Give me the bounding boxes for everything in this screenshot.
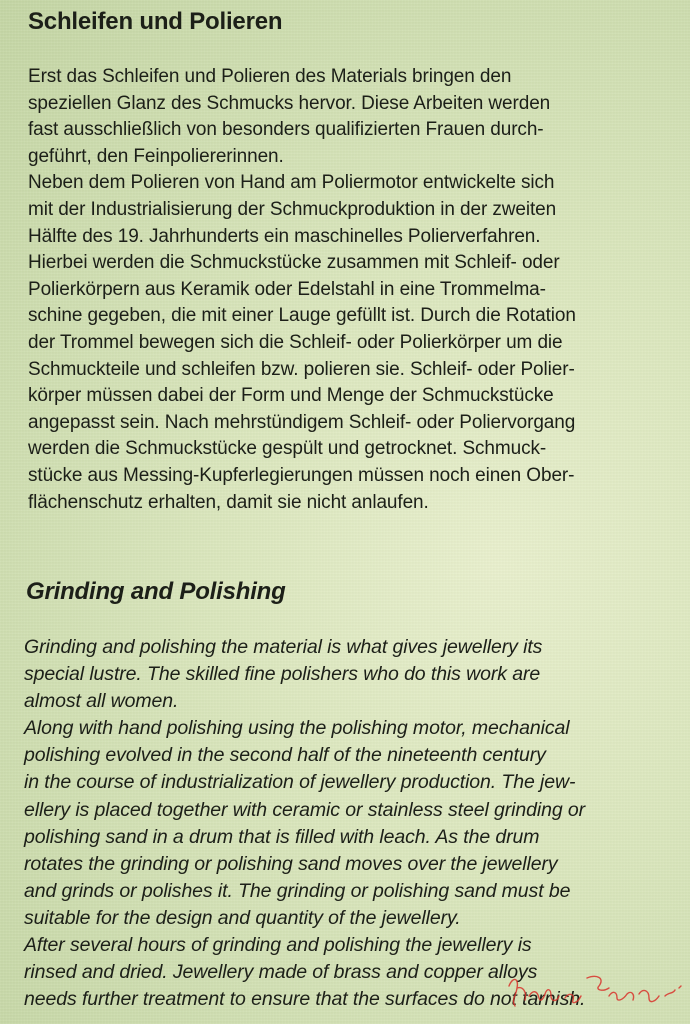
german-line: Schmuckteile und schleifen bzw. polieren sie. Schleif- oder Polier- [28, 358, 575, 380]
german-line: Neben dem Polieren von Hand am Poliermotor entwickelte sich [28, 172, 555, 194]
english-line: Along with hand polishing using the polishing motor, mechanical [24, 717, 570, 740]
english-line: suitable for the design and quantity of the jewellery. [24, 906, 461, 929]
german-line: Polierkörpern aus Keramik oder Edelstahl in eine Trommelma- [28, 278, 546, 300]
german-heading: Schleifen und Polieren [28, 8, 283, 35]
english-line: and grinds or polishes it. The grinding or polishing sand must be [24, 879, 571, 902]
english-body [24, 634, 679, 1013]
english-line: polishing sand in a drum that is filled with leach. As the drum [24, 825, 540, 848]
german-body [28, 64, 678, 516]
german-line: stücke aus Messing-Kupferlegierungen müssen noch einen Ober- [28, 464, 575, 486]
english-line: rotates the grinding or polishing sand moves over the jewellery [24, 852, 558, 875]
german-line: angepasst sein. Nach mehrstündigem Schleif- oder Poliervorgang [28, 411, 576, 433]
german-line: der Trommel bewegen sich die Schleif- oder Polierkörper um die [28, 331, 563, 353]
english-line: in the course of industrialization of jewellery production. The jew- [24, 771, 576, 794]
german-line: Hierbei werden die Schmuckstücke zusammen mit Schleif- oder [28, 252, 560, 274]
german-line: fast ausschließlich von besonders qualifizierten Frauen durch- [28, 119, 544, 141]
german-line: speziellen Glanz des Schmucks hervor. Diese Arbeiten werden [28, 92, 551, 114]
german-line: körper müssen dabei der Form und Menge der Schmuckstücke [28, 385, 554, 407]
german-line: schine gegeben, die mit einer Lauge gefüllt ist. Durch die Rotation [28, 305, 576, 327]
signature-watermark-icon [505, 966, 685, 1016]
english-line: Grinding and polishing the material is what gives jewellery its [24, 636, 543, 658]
english-line: ellery is placed together with ceramic or stainless steel grinding or [24, 798, 586, 821]
english-line: polishing evolved in the second half of the nineteenth century [24, 744, 546, 767]
english-line: special lustre. The skilled fine polishers who do this work are [24, 663, 541, 686]
english-line: After several hours of grinding and polishing the jewellery is [24, 934, 532, 957]
german-line: Hälfte des 19. Jahrhunderts ein maschinelles Polierverfahren. [28, 225, 541, 247]
german-line: Erst das Schleifen und Polieren des Materials bringen den [28, 66, 512, 87]
english-line: rinsed and dried. Jewellery made of brass and copper alloys [24, 961, 538, 984]
german-line: werden die Schmuckstücke gespült und getrocknet. Schmuck- [28, 438, 547, 460]
german-line: flächenschutz erhalten, damit sie nicht anlaufen. [28, 491, 429, 513]
english-line: needs further treatment to ensure that the surfaces do not tarnish. [24, 988, 586, 1011]
english-line: almost all women. [24, 690, 179, 713]
german-line: mit der Industrialisierung der Schmuckproduktion in der zweiten [28, 198, 557, 220]
german-line: geführt, den Feinpoliererinnen. [28, 145, 284, 167]
english-heading: Grinding and Polishing [26, 578, 286, 605]
